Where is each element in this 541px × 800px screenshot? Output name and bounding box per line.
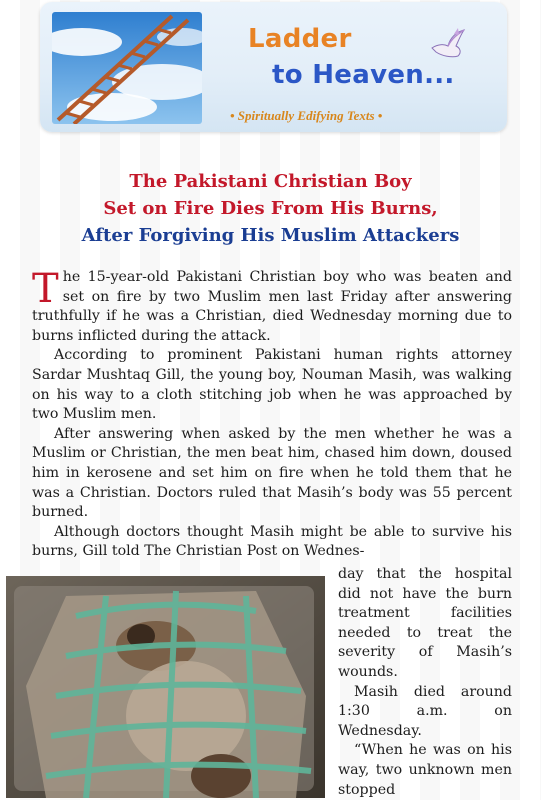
banner-title-ladder: Ladder [248,24,352,54]
article-paragraph: Although doctors thought Masih might be able to survive his burns, Gill told The Christian Post on Wednes- [32,523,512,560]
article-paragraph: According to prominent Pakistani human rights attorney Sardar Mushtaq Gill, the young boy, Nouman Masih, was walking on his way to a cloth stitching job when he was approached by two Muslim men. [32,347,512,423]
article-paragraph: Masih died around 1:30 a.m. on Wednesday. [338,683,512,739]
banner-subtitle: • Spiritually Edifying Texts • [230,108,383,123]
paragraph-text: he 15-year-old Pakistani Christian boy who was beaten and set on fire by two Muslim men last Friday after answering truthfully if he was a Christian, died Wednesday morning due to burns inflicted during the attack. [32,269,512,344]
article-side-column [338,565,512,800]
article-headline [30,168,511,249]
dove-icon [428,26,468,62]
header-banner [40,2,507,132]
headline-line-3: After Forgiving His Muslim Attackers [81,225,460,246]
article-paragraph: After answering when asked by the men whether he was a Muslim or Christian, the men beat him, chased him down, doused him in kerosene and set him on fire when he told them that he was a Christian. Doctors ruled that Masih’s body was 55 percent burned. [32,425,512,521]
banner-title-to-heaven: to Heaven... [272,60,455,90]
headline-line-2: Set on Fire Dies From His Burns, [103,198,438,219]
article-paragraph [32,268,512,346]
ladder-sky-image [52,12,202,124]
hospital-photo [6,576,325,798]
article-paragraph: day that the hospital did not have the burn treatment facilities needed to treat the severity of Masih’s wounds. [338,566,512,680]
article-paragraph: “When he was on his way, two unknown men stopped [338,742,512,798]
article-body [32,268,512,562]
headline-line-1: The Pakistani Christian Boy [129,171,412,192]
drop-cap: T [32,266,59,312]
